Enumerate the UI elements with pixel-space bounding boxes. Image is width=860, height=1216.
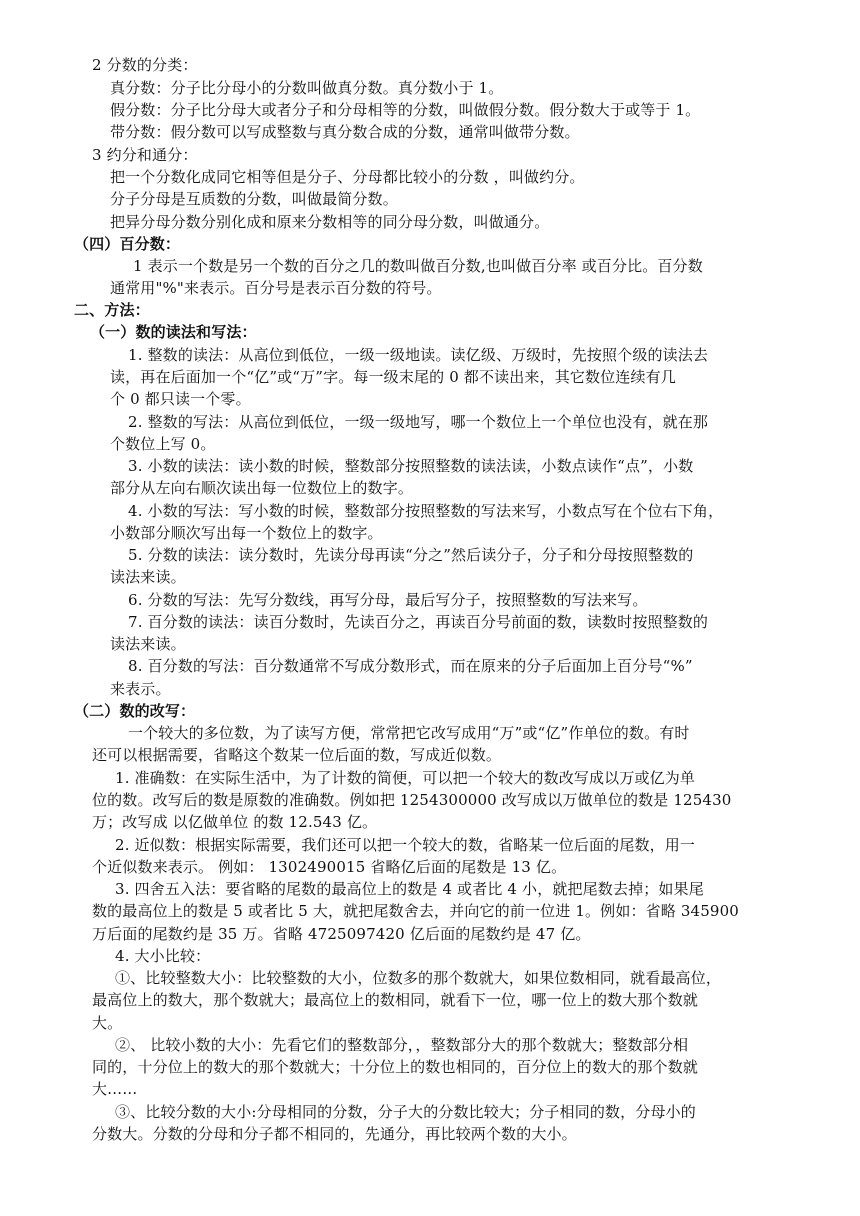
exact-number-cont: 位的数。改写后的数是原数的准确数。例如把 1254300000 改写成以万做单位的数是 125430 bbox=[92, 791, 732, 809]
decimal-comparison: ②、 比较小数的大小：先看它们的整数部分，，整数部分大的那个数就大；整数部分相 bbox=[115, 1036, 689, 1054]
decimal-comparison-cont: 同的，十分位上的数大的那个数就大；十分位上的数也相同的，百分位上的数大的那个数就 bbox=[92, 1058, 699, 1076]
percentage-reading: 7. 百分数的读法：读百分数时，先读百分之，再读百分号前面的数，读数时按照整数的 bbox=[128, 613, 709, 631]
integer-comparison-cont2: 大。 bbox=[92, 1014, 123, 1032]
heading-percentage: （四）百分数： bbox=[74, 235, 181, 253]
exact-number: 1. 准确数：在实际生活中，为了计数的简便，可以把一个较大的数改写成以万或亿为单 bbox=[115, 769, 696, 787]
percentage-definition-cont: 通常用"%"来表示。百分号是表示百分数的符号。 bbox=[110, 279, 442, 297]
improper-fraction-definition: 假分数：分子比分母大或者分子和分母相等的分数，叫做假分数。假分数大于或等于 1。 bbox=[110, 101, 701, 119]
exact-number-cont2: 万；改写成 以亿做单位 的数 12.543 亿。 bbox=[92, 813, 378, 831]
rounding-rule-cont: 数的最高位上的数是 5 或者比 5 大，就把尾数舍去，并向它的前一位进 1。例如：省略 345900 bbox=[92, 902, 740, 920]
heading-number-rewriting: （二）数的改写： bbox=[74, 702, 196, 720]
reduction-definition: 把一个分数化成同它相等但是分子、分母都比较小的分数 ，叫做约分。 bbox=[110, 168, 585, 186]
rewriting-intro-cont: 还可以根据需要，省略这个数某一位后面的数，写成近似数。 bbox=[92, 746, 502, 764]
proper-fraction-definition: 真分数：分子比分母小的分数叫做真分数。真分数小于 1。 bbox=[110, 79, 504, 97]
rounding-rule: 3. 四舍五入法：要省略的尾数的最高位上的数是 4 或者比 4 小，就把尾数去掉；如果尾 bbox=[115, 880, 704, 898]
common-denominator-definition: 把异分母分数分别化成和原来分数相等的同分母分数，叫做通分。 bbox=[110, 213, 550, 231]
integer-writing-cont: 个数位上写 0。 bbox=[110, 435, 216, 453]
integer-reading-cont: 读，再在后面加一个“亿”或“万”字。每一级末尾的 0 都不读出来，其它数位连续有几 bbox=[110, 368, 676, 386]
percentage-writing: 8. 百分数的写法：百分数通常不写成分数形式，而在原来的分子后面加上百分号“%” bbox=[128, 657, 693, 675]
heading-fraction-classification: 2 分数的分类： bbox=[92, 56, 198, 74]
approximate-number: 2. 近似数：根据实际需要，我们还可以把一个较大的数，省略某一位后面的尾数，用一 bbox=[115, 836, 696, 854]
percentage-definition: 1 表示一个数是另一个数的百分之几的数叫做百分数,也叫做百分率 或百分比。百分数 bbox=[133, 257, 703, 275]
mixed-number-definition: 带分数：假分数可以写成整数与真分数合成的分数，通常叫做带分数。 bbox=[110, 123, 580, 141]
percentage-writing-cont: 来表示。 bbox=[110, 680, 171, 698]
integer-reading-cont2: 个 0 都只读一个零。 bbox=[110, 390, 251, 408]
simplest-fraction-definition: 分子分母是互质数的分数，叫做最简分数。 bbox=[110, 190, 398, 208]
decimal-reading-cont: 部分从左向右顺次读出每一位数位上的数字。 bbox=[110, 479, 414, 497]
fraction-reading: 5. 分数的读法：读分数时，先读分母再读“分之”然后读分子，分子和分母按照整数的 bbox=[128, 546, 694, 564]
percentage-reading-cont: 读法来读。 bbox=[110, 635, 186, 653]
integer-reading: 1. 整数的读法：从高位到低位，一级一级地读。读亿级、万级时，先按照个级的读法去 bbox=[128, 346, 709, 364]
fraction-comparison-cont: 分数大。分数的分母和分子都不相同的，先通分，再比较两个数的大小。 bbox=[92, 1125, 577, 1143]
heading-methods: 二、方法： bbox=[74, 301, 150, 319]
integer-comparison: ①、比较整数大小：比较整数的大小，位数多的那个数就大，如果位数相同，就看最高位， bbox=[115, 969, 722, 987]
integer-writing: 2. 整数的写法：从高位到低位，一级一级地写，哪一个数位上一个单位也没有，就在那 bbox=[128, 413, 709, 431]
decimal-reading: 3. 小数的读法：读小数的时候，整数部分按照整数的读法读，小数点读作“点”，小数 bbox=[128, 457, 694, 475]
heading-reduce-and-common-denominator: 3 约分和通分： bbox=[92, 146, 198, 164]
rounding-rule-cont2: 万后面的尾数约是 35 万。省略 4725097420 亿后面的尾数约是 47 亿。 bbox=[92, 925, 591, 943]
rewriting-intro: 一个较大的多位数，为了读写方便，常常把它改写成用“万”或“亿”作单位的数。有时 bbox=[128, 724, 690, 742]
fraction-writing: 6. 分数的写法：先写分数线，再写分母，最后写分子，按照整数的写法来写。 bbox=[128, 591, 648, 609]
decimal-comparison-cont2: 大…… bbox=[92, 1080, 138, 1098]
size-comparison-heading: 4. 大小比较： bbox=[115, 947, 211, 965]
heading-reading-writing-numbers: （一）数的读法和写法： bbox=[90, 323, 257, 341]
decimal-writing-cont: 小数部分顺次写出每一个数位上的数字。 bbox=[110, 524, 383, 542]
approximate-number-cont: 个近似数来表示。 例如： 1302490015 省略亿后面的尾数是 13 亿。 bbox=[92, 858, 567, 876]
fraction-reading-cont: 读法来读。 bbox=[110, 568, 186, 586]
fraction-comparison: ③、比较分数的大小:分母相同的分数，分子大的分数比较大；分子相同的数，分母小的 bbox=[115, 1103, 696, 1121]
integer-comparison-cont: 最高位上的数大，那个数就大；最高位上的数相同，就看下一位，哪一位上的数大那个数就 bbox=[92, 991, 699, 1009]
decimal-writing: 4. 小数的写法：写小数的时候，整数部分按照整数的写法来写，小数点写在个位右下角， bbox=[128, 502, 724, 520]
